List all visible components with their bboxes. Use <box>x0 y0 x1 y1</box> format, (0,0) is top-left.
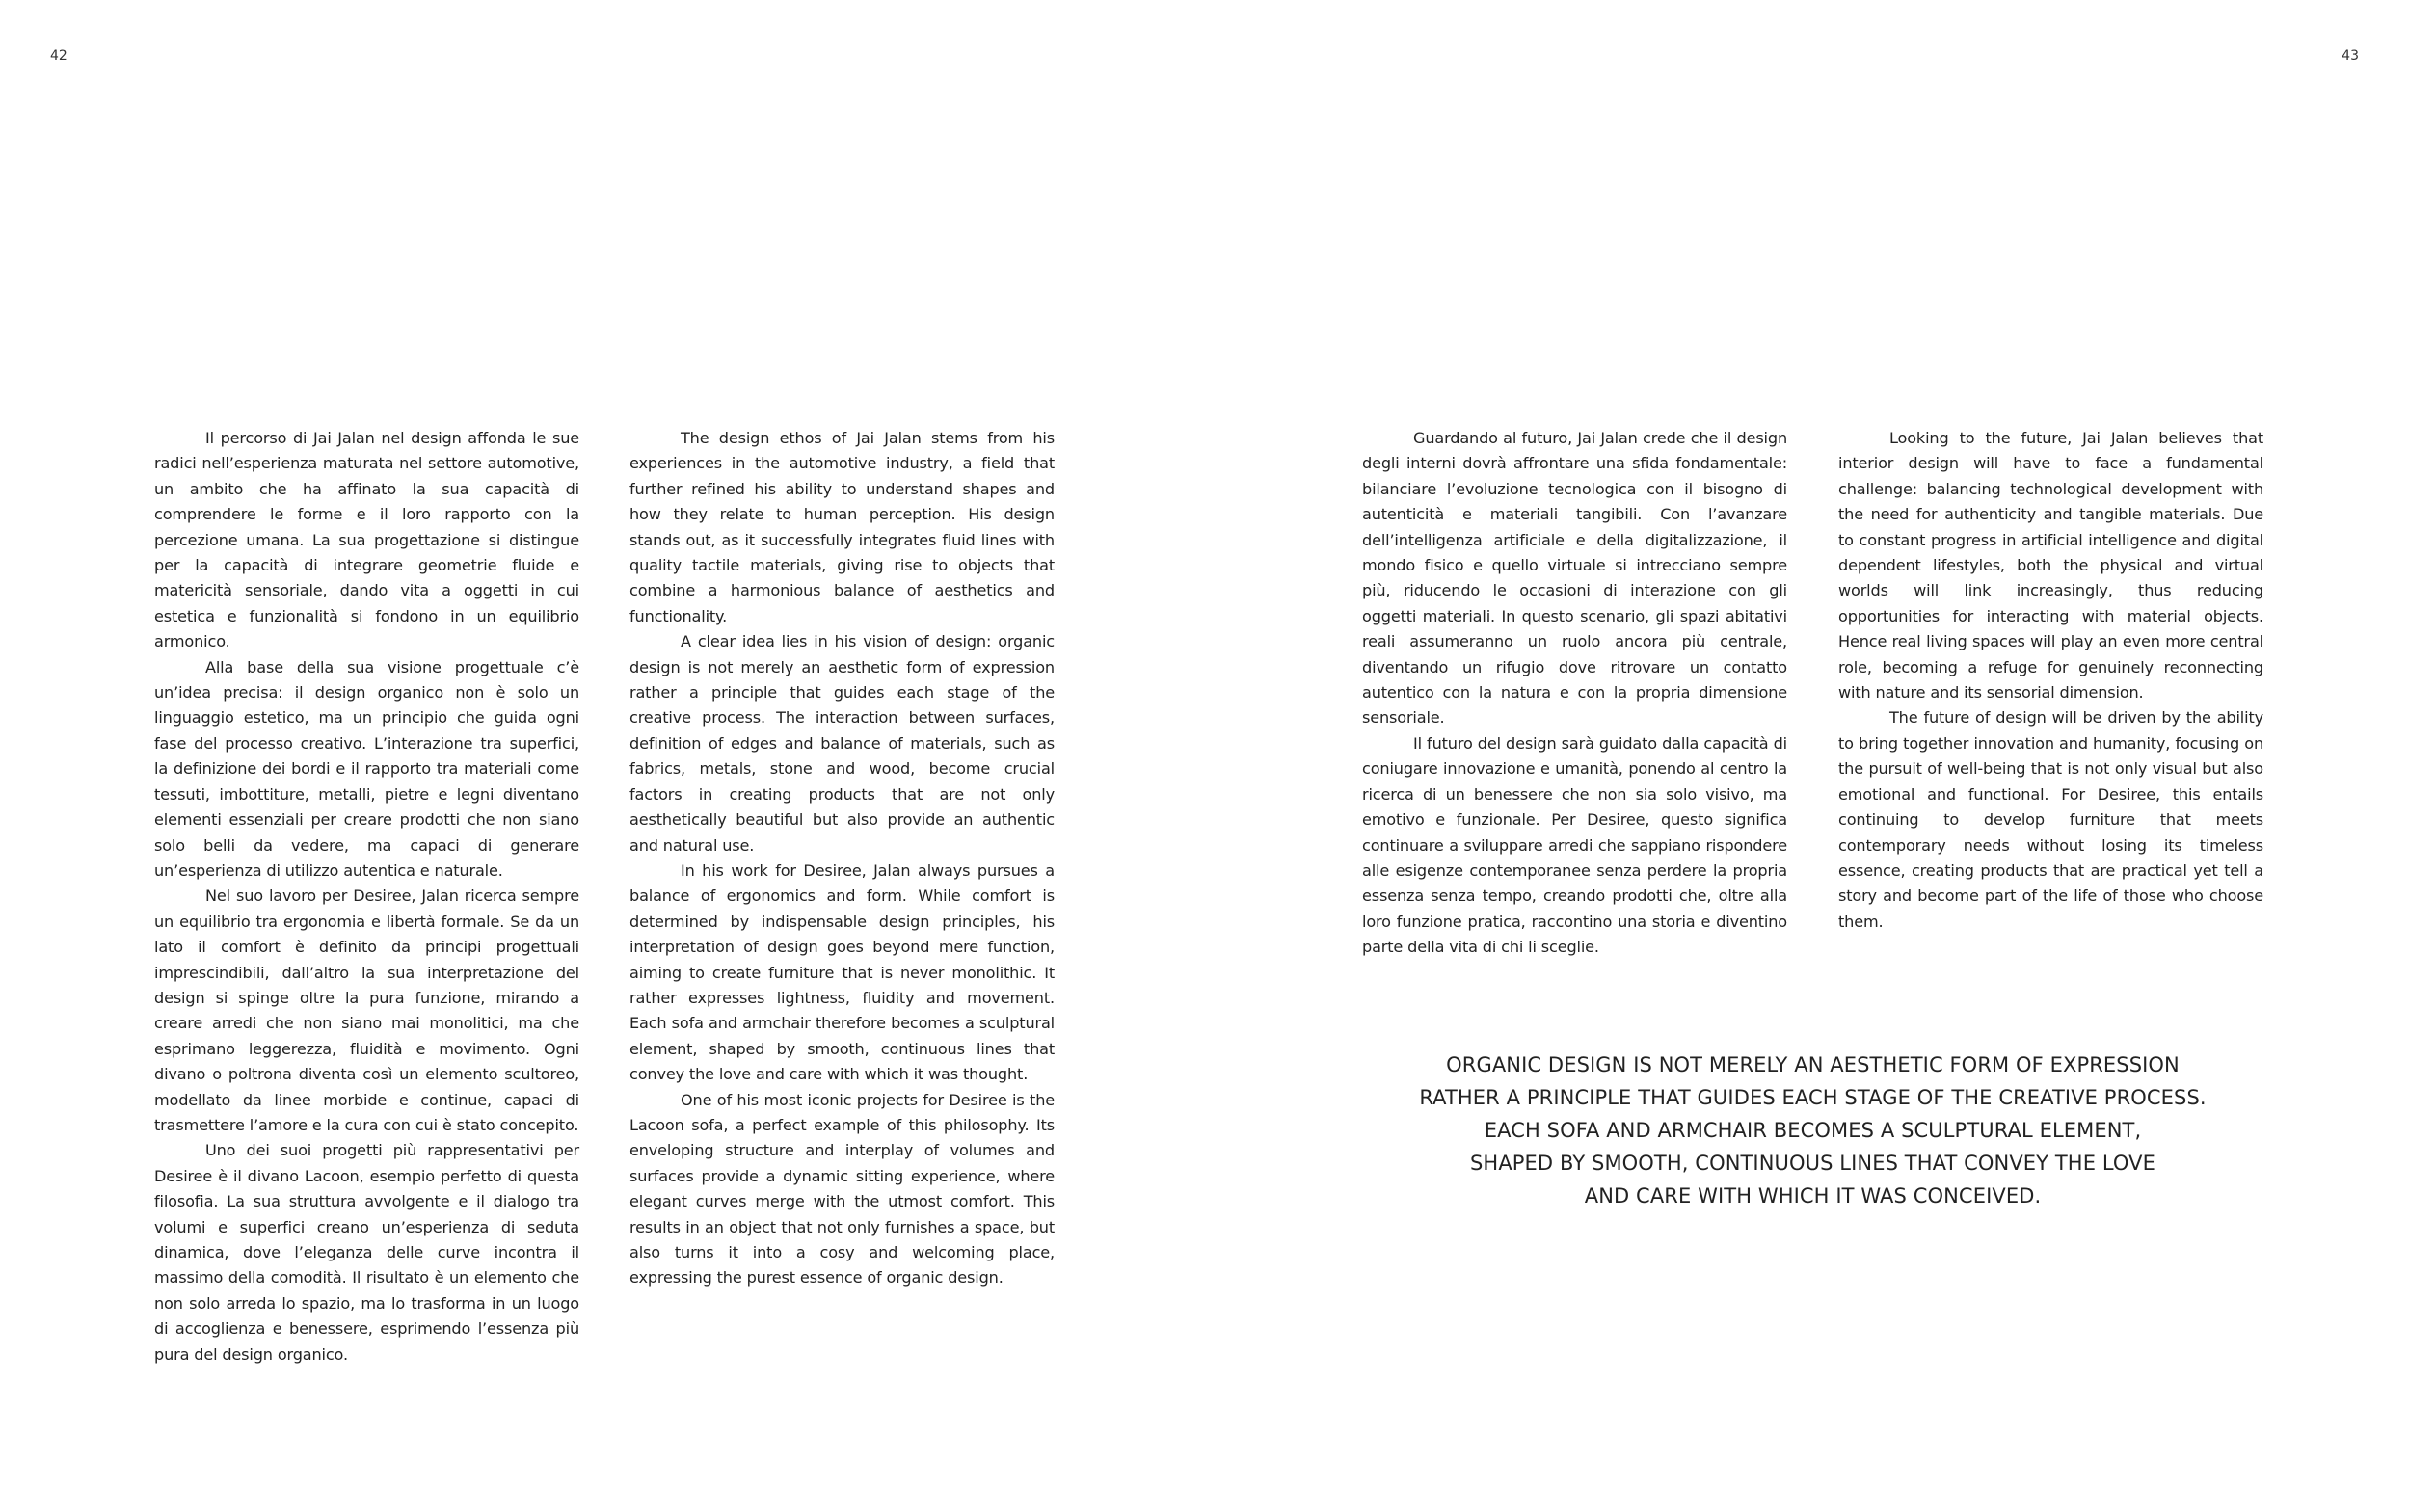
paragraph: Il percorso di Jai Jalan nel design affonda le sue radici nell’esperienza maturata nel settore automotive, un ambito che ha affinato la sua capacità di comprendere le forme e il loro rapporto con la percezione umana. La sua progettazione si distingue per la capacità di integrare geometrie fluide e matericità sensoriale, dando vita a oggetti in cui estetica e funzionalità si fondono in un equilibrio armonico. <box>154 429 579 651</box>
pull-quote-line: ORGANIC DESIGN IS NOT MERELY AN AESTHETIC FORM OF EXPRESSION <box>1446 1053 2180 1076</box>
italian-text-column-left <box>154 426 579 1367</box>
paragraph: A clear idea lies in his vision of design: organic design is not merely an aesthetic form of expression rather a principle that guides each stage of the creative process. The interaction between surfaces, definition of edges and balance of materials, such as fabrics, metals, stone and wood, become crucial factors in creating products that are not only aesthetically beautiful but also provide an authentic and natural use. <box>629 632 1055 855</box>
pull-quote-line: EACH SOFA AND ARMCHAIR BECOMES A SCULPTURAL ELEMENT, <box>1484 1119 2142 1142</box>
page-number-left: 42 <box>50 48 67 64</box>
paragraph: Nel suo lavoro per Desiree, Jalan ricerca sempre un equilibrio tra ergonomia e libertà formale. Se da un lato il comfort è definito da principi progettuali imprescindibili, dall’altro la sua interpretazione del design si spinge oltre la pura funzione, mirando a creare arredi che non siano mai monolitici, ma che esprimano leggerezza, fluidità e movimento. Ogni divano o poltrona diventa così un elemento scultoreo, modellato da linee morbide e continue, capaci di trasmettere l’amore e la cura con cui è stato concepito. <box>154 887 579 1134</box>
pull-quote-line: RATHER A PRINCIPLE THAT GUIDES EACH STAGE OF THE CREATIVE PROCESS. <box>1419 1086 2207 1109</box>
paragraph: Il futuro del design sarà guidato dalla capacità di coniugare innovazione e umanità, ponendo al centro la ricerca di un benessere che non sia solo visivo, ma emotivo e funzionale. Per Desiree, questo significa continuare a sviluppare arredi che sappiano rispondere alle esigenze contemporanee senza perdere la propria essenza senza tempo, creando prodotti che, oltre alla loro funzione pratica, raccontino una storia e diventino parte della vita di chi li sceglie. <box>1362 733 1787 957</box>
english-text-column-right <box>1838 426 2263 935</box>
paragraph: The design ethos of Jai Jalan stems from his experiences in the automotive industry, a field that further refined his ability to understand shapes and how they relate to human perception. His design stands out, as it successfully integrates fluid lines with quality tactile materials, giving rise to objects that combine a harmonious balance of aesthetics and functionality. <box>629 429 1055 625</box>
paragraph: Guardando al futuro, Jai Jalan crede che il design degli interni dovrà affrontare una sfida fondamentale: bilanciare l’evoluzione tecnologica con il bisogno di autenticità e materiali tangibili. Con l’avanzare dell’intelligenza artificiale e della digitalizzazione, il mondo fisico e quello virtuale si intrecciano sempre più, riducendo le occasioni di interazione con gli oggetti materiali. In questo scenario, gli spazi abitativi reali assumeranno un ruolo ancora più centrale, diventando un rifugio dove ritrovare un contatto autentico con la natura e con la propria dimensione sensoriale. <box>1362 429 1787 728</box>
paragraph: Uno dei suoi progetti più rappresentativi per Desiree è il divano Lacoon, esempio perfetto di questa filosofia. La sua struttura avvolgente e il dialogo tra volumi e superfici creano un’esperienza di seduta dinamica, dove l’eleganza delle curve incontra il massimo della comodità. Il risultato è un elemento che non solo arreda lo spazio, ma lo trasforma in un luogo di accoglienza e benessere, esprimendo l’essenza più pura del design organico. <box>154 1141 579 1364</box>
italian-text-column-right <box>1362 426 1787 961</box>
pull-quote-line: SHAPED BY SMOOTH, CONTINUOUS LINES THAT CONVEY THE LOVE <box>1470 1152 2155 1175</box>
paragraph: In his work for Desiree, Jalan always pursues a balance of ergonomics and form. While comfort is determined by indispensable design principles, his interpretation of design goes beyond mere function, aiming to create furniture that is never monolithic. It rather expresses lightness, fluidity and movement. Each sofa and armchair therefore becomes a sculptural element, shaped by smooth, continuous lines that convey the love and care with which it was thought. <box>629 861 1055 1084</box>
paragraph: One of his most iconic projects for Desiree is the Lacoon sofa, a perfect example of this philosophy. Its enveloping structure and interplay of volumes and surfaces provide a dynamic sitting experience, where elegant curves merge with the utmost comfort. This results in an object that not only furnishes a space, but also turns it into a cosy and welcoming place, expressing the purest essence of organic design. <box>629 1090 1055 1287</box>
paragraph: The future of design will be driven by the ability to bring together innovation and humanity, focusing on the pursuit of well-being that is not only visual but also emotional and functional. For Desiree, this entails continuing to develop furniture that meets contemporary needs without losing its timeless essence, creating products that are practical yet tell a story and become part of the life of those who choose them. <box>1838 708 2263 931</box>
english-text-column-left <box>629 426 1055 1291</box>
paragraph: Alla base della sua visione progettuale c’è un’idea precisa: il design organico non è solo un linguaggio estetico, ma un principio che guida ogni fase del processo creativo. L’interazione tra superfici, la definizione dei bordi e il rapporto tra materiali come tessuti, imbottiture, metalli, pietre e legni diventano elementi essenziali per creare prodotti che non siano solo belli da vedere, ma capaci di generare un’esperienza di utilizzo autentica e naturale. <box>154 657 579 880</box>
pull-quote-line: AND CARE WITH WHICH IT WAS CONCEIVED. <box>1584 1184 2042 1207</box>
paragraph: Looking to the future, Jai Jalan believes that interior design will have to face a fundamental challenge: balancing technological development with the need for authenticity and tangible materials. Due to constant progress in artificial intelligence and digital dependent lifestyles, both the physical and virtual worlds will link increasingly, thus reducing opportunities for interacting with material objects. Hence real living spaces will play an even more central role, becoming a refuge for genuinely reconnecting with nature and its sensorial dimension. <box>1838 429 2263 703</box>
pull-quote <box>1362 1048 2263 1212</box>
page-number-right: 43 <box>2342 48 2359 64</box>
